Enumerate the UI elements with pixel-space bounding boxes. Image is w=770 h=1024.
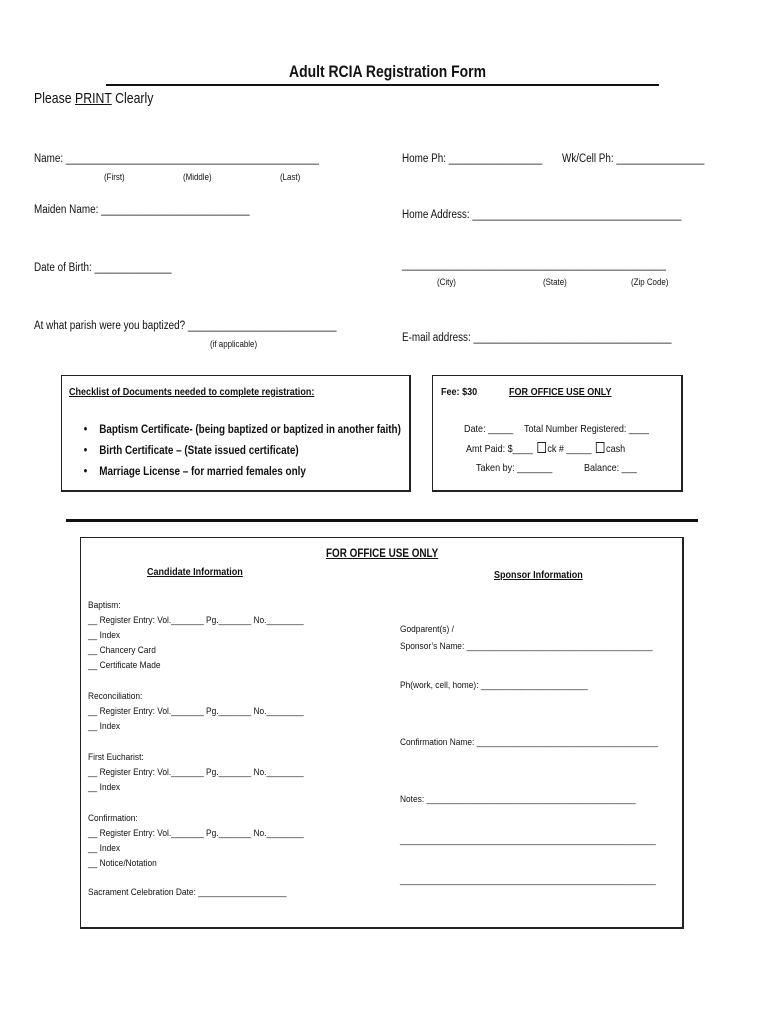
zip-hint: (Zip Code) bbox=[631, 277, 669, 287]
fee-date-field[interactable]: Date: _____ bbox=[464, 423, 514, 435]
balance-field[interactable]: Balance: ___ bbox=[584, 462, 637, 474]
celebration-date-field[interactable]: Sacrament Celebration Date: ___________________ bbox=[88, 887, 287, 898]
candidate-info-title: Candidate Information bbox=[147, 566, 243, 578]
section-divider bbox=[66, 519, 698, 522]
name-field[interactable]: Name: ______________________________________________ bbox=[34, 153, 319, 165]
name-middle-hint: (Middle) bbox=[183, 172, 212, 182]
state-hint: (State) bbox=[543, 277, 567, 287]
maiden-name-field[interactable]: Maiden Name: ___________________________ bbox=[34, 204, 250, 216]
fee-office-title: FOR OFFICE USE ONLY bbox=[509, 386, 612, 398]
amount-paid-field[interactable]: Amt Paid: $____ bbox=[466, 443, 533, 455]
checklist-box bbox=[61, 375, 411, 492]
note-prefix: Please bbox=[34, 90, 76, 107]
note-emphasis: PRINT bbox=[75, 90, 112, 107]
page-title: Adult RCIA Registration Form bbox=[289, 62, 486, 81]
baptism-certificate-made[interactable]: __ Certificate Made bbox=[88, 660, 161, 671]
candidate-column bbox=[88, 600, 304, 904]
note-suffix: Clearly bbox=[111, 90, 154, 107]
checklist-item: • Birth Certificate – (State issued certificate) bbox=[82, 445, 401, 466]
sponsor-info-title: Sponsor Information bbox=[494, 569, 583, 581]
eucharist-heading: First Eucharist: bbox=[88, 752, 144, 763]
home-phone-field[interactable]: Home Ph: _________________ bbox=[402, 153, 543, 165]
address-line-2-field[interactable]: ________________________________________________ bbox=[402, 259, 667, 271]
eucharist-index[interactable]: __ Index bbox=[88, 782, 121, 793]
total-registered-field[interactable]: Total Number Registered: ____ bbox=[524, 423, 649, 435]
home-address-field[interactable]: Home Address: ______________________________________ bbox=[402, 209, 682, 221]
baptism-parish-field[interactable]: At what parish were you baptized? ___________________________ bbox=[34, 320, 337, 332]
reconciliation-heading: Reconciliation: bbox=[88, 691, 143, 702]
confirmation-index[interactable]: __ Index bbox=[88, 843, 121, 854]
godparent-label: Godparent(s) / bbox=[400, 624, 454, 635]
office-use-box bbox=[80, 537, 684, 929]
check-checkbox-icon[interactable] bbox=[537, 442, 546, 453]
sponsor-name-field[interactable]: Sponsor’s Name: ________________________________________ bbox=[400, 641, 653, 652]
confirmation-heading: Confirmation: bbox=[88, 813, 138, 824]
amount-paid-row bbox=[466, 442, 625, 455]
cash-checkbox-icon[interactable] bbox=[596, 442, 605, 453]
print-clearly-note bbox=[34, 90, 153, 107]
cell-phone-field[interactable]: Wk/Cell Ph: ________________ bbox=[562, 153, 705, 165]
name-last-hint: (Last) bbox=[280, 172, 301, 182]
notes-field[interactable]: Notes: _____________________________________________ bbox=[400, 794, 636, 805]
parish-hint: (if applicable) bbox=[210, 339, 258, 349]
city-hint: (City) bbox=[437, 277, 456, 287]
date-of-birth-field[interactable]: Date of Birth: ______________ bbox=[34, 262, 172, 274]
baptism-heading: Baptism: bbox=[88, 600, 121, 611]
fee-amount: Fee: $30 bbox=[441, 386, 478, 398]
checklist-item: • Marriage License – for married females only bbox=[82, 466, 401, 487]
taken-by-field[interactable]: Taken by: _______ bbox=[476, 462, 553, 474]
email-field[interactable]: E-mail address: ____________________________________ bbox=[402, 332, 672, 344]
confirmation-name-field[interactable]: Confirmation Name: _______________________________________ bbox=[400, 737, 658, 748]
notes-line-3[interactable]: _______________________________________________________ bbox=[400, 875, 656, 886]
office-use-title: FOR OFFICE USE ONLY bbox=[326, 548, 439, 560]
notes-line-2[interactable]: _______________________________________________________ bbox=[400, 835, 656, 846]
sponsor-phone-field[interactable]: Ph(work, cell, home): _______________________ bbox=[400, 680, 588, 691]
baptism-index[interactable]: __ Index bbox=[88, 630, 121, 641]
checklist-item: • Baptism Certificate- (being baptized or baptized in another faith) bbox=[82, 424, 401, 445]
title-rule bbox=[106, 84, 659, 86]
name-first-hint: (First) bbox=[104, 172, 125, 182]
confirmation-register-entry[interactable]: __ Register Entry: Vol._______ Pg._______ No.________ bbox=[88, 828, 304, 839]
confirmation-notice[interactable]: __ Notice/Notation bbox=[88, 858, 157, 869]
eucharist-register-entry[interactable]: __ Register Entry: Vol._______ Pg._______ No.________ bbox=[88, 767, 304, 778]
baptism-chancery-card[interactable]: __ Chancery Card bbox=[88, 645, 156, 656]
fee-office-box bbox=[432, 375, 683, 492]
checklist-items bbox=[82, 424, 401, 487]
checklist-title: Checklist of Documents needed to complete registration: bbox=[69, 386, 315, 398]
baptism-register-entry[interactable]: __ Register Entry: Vol._______ Pg._______ No.________ bbox=[88, 615, 304, 626]
reconciliation-register-entry[interactable]: __ Register Entry: Vol._______ Pg._______ No.________ bbox=[88, 706, 304, 717]
check-number-field[interactable]: ck # _____ bbox=[547, 443, 592, 455]
cash-label: cash bbox=[606, 443, 626, 455]
reconciliation-index[interactable]: __ Index bbox=[88, 721, 121, 732]
